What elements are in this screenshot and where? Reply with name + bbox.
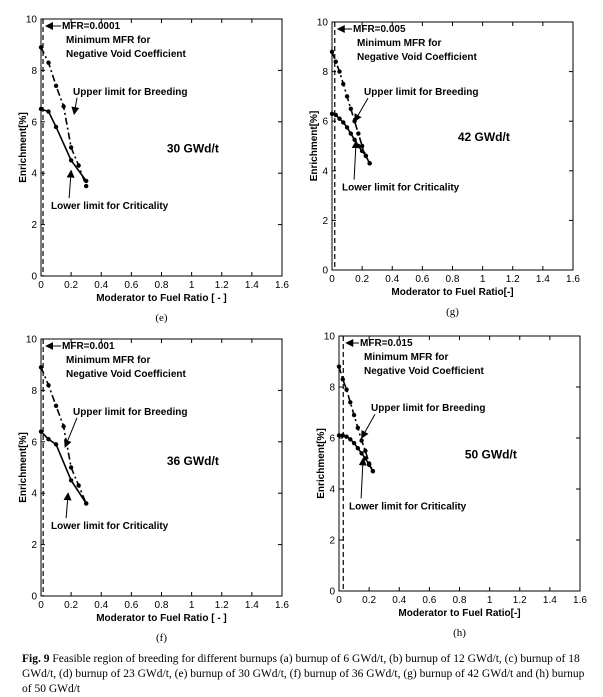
mfr-note-line1: Minimum MFR for bbox=[357, 38, 442, 49]
panel-label: (g) bbox=[446, 306, 459, 318]
lower-limit-arrow bbox=[66, 493, 68, 518]
upper-limit-arrow bbox=[74, 98, 77, 114]
y-axis-label: Enrichment[%] bbox=[316, 428, 327, 499]
mfr-note-line2: Negative Void Coefficient bbox=[357, 52, 477, 63]
y-tick-label: 0 bbox=[322, 265, 328, 277]
x-tick-label: 0.8 bbox=[154, 600, 169, 611]
chart-panel bbox=[18, 15, 289, 325]
upper-breeding-point bbox=[356, 131, 360, 135]
upper-breeding-point bbox=[337, 69, 341, 73]
x-tick-label: 0.6 bbox=[422, 595, 437, 606]
lower-limit-label: Lower limit for Criticality bbox=[51, 521, 169, 533]
caption-label: Fig. 9 bbox=[22, 653, 50, 665]
x-axis-label: Moderator to Fuel Ratio [ - ] bbox=[96, 613, 227, 624]
lower-criticality-point bbox=[356, 446, 360, 450]
x-tick-label: 1.4 bbox=[244, 600, 259, 611]
upper-breeding-point bbox=[39, 365, 43, 369]
x-tick-label: 1.2 bbox=[214, 280, 229, 291]
x-tick-label: 0 bbox=[336, 595, 342, 606]
y-tick-label: 6 bbox=[322, 116, 328, 128]
y-tick-label: 8 bbox=[31, 65, 37, 77]
y-tick-label: 6 bbox=[31, 117, 37, 129]
burnup-title: 30 GWd/t bbox=[166, 141, 219, 156]
x-tick-label: 0.6 bbox=[124, 280, 139, 291]
x-tick-label: 1.4 bbox=[244, 280, 259, 291]
y-tick-label: 8 bbox=[329, 382, 335, 394]
y-axis-label: Enrichment[%] bbox=[309, 110, 320, 182]
y-tick-label: 4 bbox=[31, 168, 37, 180]
lower-criticality-point bbox=[363, 456, 367, 460]
lower-criticality-point bbox=[360, 149, 364, 153]
upper-breeding-point bbox=[348, 400, 352, 404]
mfr-value-label: MFR=0.0001 bbox=[62, 21, 121, 32]
upper-breeding-point bbox=[76, 483, 80, 487]
x-tick-label: 1.6 bbox=[275, 600, 289, 611]
x-tick-label: 1 bbox=[188, 600, 195, 611]
upper-limit-arrow bbox=[65, 418, 77, 447]
x-tick-label: 0.8 bbox=[154, 280, 169, 291]
lower-criticality-point bbox=[39, 107, 43, 111]
x-axis-label: Moderator to Fuel Ratio[-] bbox=[398, 608, 521, 619]
x-tick-label: 0.4 bbox=[94, 600, 109, 611]
lower-criticality-point bbox=[330, 112, 334, 116]
lower-limit-label: Lower limit for Criticality bbox=[342, 182, 460, 194]
y-tick-label: 2 bbox=[322, 215, 328, 227]
lower-criticality-point bbox=[359, 451, 363, 455]
lower-criticality-point bbox=[345, 125, 349, 129]
lower-criticality-point bbox=[367, 161, 371, 165]
burnup-title: 42 GWd/t bbox=[457, 130, 510, 145]
upper-breeding-point bbox=[330, 50, 334, 54]
y-tick-label: 4 bbox=[31, 488, 37, 500]
x-tick-label: 1 bbox=[479, 274, 486, 285]
mfr-note-line1: Minimum MFR for bbox=[364, 352, 449, 363]
mfr-value-label: MFR=0.005 bbox=[353, 24, 406, 35]
x-tick-label: 0.2 bbox=[362, 595, 377, 606]
y-tick-label: 2 bbox=[31, 540, 37, 552]
y-tick-label: 6 bbox=[31, 437, 37, 449]
lower-criticality-point bbox=[334, 113, 338, 117]
figure-caption bbox=[22, 652, 594, 697]
lower-criticality-line bbox=[41, 432, 86, 504]
lower-limit-arrow bbox=[354, 141, 356, 180]
y-tick-label: 10 bbox=[323, 331, 335, 343]
lower-criticality-point bbox=[54, 125, 58, 129]
x-tick-label: 0.6 bbox=[124, 600, 139, 611]
lower-criticality-point bbox=[69, 478, 73, 482]
upper-limit-label: Upper limit for Breeding bbox=[73, 86, 188, 98]
upper-breeding-point bbox=[61, 104, 65, 108]
x-tick-label: 0.2 bbox=[64, 600, 79, 611]
upper-breeding-point bbox=[61, 424, 65, 428]
x-tick-label: 1 bbox=[188, 280, 195, 291]
caption-text: Feasible region of breeding for different burnups (a) burnup of 6 GWd/t, (b) burnup of 12 GWd/t, (c) burnup of 18 GWd/t, (d) burnup of 23 GWd/t, (e) burnup of 30 GWd/t, (f) burnup of 36 GWd/t, (g) burnup of 42 GWd/t and (h) burnup of 50 GWd/t bbox=[22, 653, 585, 695]
y-tick-label: 4 bbox=[322, 166, 328, 178]
upper-breeding-point bbox=[76, 163, 80, 167]
y-tick-label: 0 bbox=[329, 586, 335, 598]
upper-breeding-line bbox=[41, 367, 86, 503]
x-tick-label: 1 bbox=[486, 595, 493, 606]
x-tick-label: 0 bbox=[38, 280, 44, 291]
x-tick-label: 1.6 bbox=[573, 595, 587, 606]
x-tick-label: 0 bbox=[38, 600, 44, 611]
x-tick-label: 1.2 bbox=[512, 595, 527, 606]
y-tick-label: 8 bbox=[322, 67, 328, 79]
x-tick-label: 0.6 bbox=[415, 274, 430, 285]
upper-limit-label: Upper limit for Breeding bbox=[371, 403, 486, 415]
x-axis-label: Moderator to Fuel Ratio[-] bbox=[391, 287, 514, 298]
mfr-value-label: MFR=0.015 bbox=[360, 338, 413, 349]
burnup-title: 50 GWd/t bbox=[464, 447, 517, 462]
x-tick-label: 0.8 bbox=[452, 595, 467, 606]
x-axis-label: Moderator to Fuel Ratio [ - ] bbox=[96, 293, 227, 304]
lower-criticality-point bbox=[356, 144, 360, 148]
lower-criticality-point bbox=[337, 117, 341, 121]
lower-criticality-point bbox=[364, 154, 368, 158]
y-tick-label: 0 bbox=[31, 591, 37, 603]
upper-breeding-point bbox=[54, 84, 58, 88]
panel-label: (e) bbox=[155, 312, 168, 324]
upper-breeding-point bbox=[334, 59, 338, 63]
upper-breeding-point bbox=[46, 383, 50, 387]
y-tick-label: 10 bbox=[25, 334, 37, 346]
x-tick-label: 1.2 bbox=[214, 600, 229, 611]
chart-panel bbox=[316, 332, 587, 640]
lower-criticality-point bbox=[54, 442, 58, 446]
x-tick-label: 1.4 bbox=[535, 274, 550, 285]
panel-label: (f) bbox=[156, 632, 167, 644]
upper-breeding-point bbox=[352, 413, 356, 417]
x-tick-label: 1.4 bbox=[542, 595, 557, 606]
y-axis-label: Enrichment[%] bbox=[18, 432, 29, 503]
upper-breeding-point bbox=[69, 465, 73, 469]
x-tick-label: 0.4 bbox=[385, 274, 400, 285]
mfr-note-line1: Minimum MFR for bbox=[66, 355, 151, 366]
lower-criticality-point bbox=[84, 179, 88, 183]
x-tick-label: 0 bbox=[329, 274, 335, 285]
lower-criticality-point bbox=[341, 120, 345, 124]
upper-breeding-point bbox=[39, 45, 43, 49]
lower-limit-label: Lower limit for Criticality bbox=[51, 201, 169, 213]
mfr-note-line2: Negative Void Coefficient bbox=[66, 49, 186, 60]
y-tick-label: 6 bbox=[329, 433, 335, 445]
y-axis-label: Enrichment[%] bbox=[18, 112, 29, 183]
lower-criticality-point bbox=[46, 109, 50, 113]
lower-criticality-point bbox=[39, 429, 43, 433]
lower-criticality-point bbox=[84, 501, 88, 505]
upper-breeding-point bbox=[359, 438, 363, 442]
x-tick-label: 1.6 bbox=[566, 274, 580, 285]
y-tick-label: 4 bbox=[329, 484, 335, 496]
upper-breeding-point bbox=[84, 184, 88, 188]
lower-criticality-point bbox=[371, 469, 375, 473]
lower-criticality-point bbox=[349, 131, 353, 135]
upper-breeding-point bbox=[349, 107, 353, 111]
chart-panel bbox=[309, 18, 580, 319]
panel-label: (h) bbox=[453, 627, 466, 639]
lower-criticality-point bbox=[367, 463, 371, 467]
y-tick-label: 2 bbox=[329, 535, 335, 547]
burnup-title: 36 GWd/t bbox=[166, 453, 219, 468]
mfr-value-label: MFR=0.001 bbox=[62, 341, 115, 352]
y-tick-label: 10 bbox=[25, 14, 37, 26]
upper-breeding-point bbox=[341, 377, 345, 381]
lower-criticality-point bbox=[344, 435, 348, 439]
chart-panel bbox=[18, 335, 289, 645]
y-tick-label: 2 bbox=[31, 220, 37, 232]
lower-criticality-point bbox=[69, 158, 73, 162]
lower-limit-label: Lower limit for Criticality bbox=[349, 501, 467, 513]
upper-breeding-point bbox=[341, 82, 345, 86]
upper-breeding-point bbox=[344, 387, 348, 391]
x-tick-label: 0.4 bbox=[392, 595, 407, 606]
upper-breeding-point bbox=[360, 144, 364, 148]
lower-criticality-point bbox=[341, 433, 345, 437]
upper-breeding-point bbox=[337, 364, 341, 368]
upper-breeding-point bbox=[345, 94, 349, 98]
upper-limit-arrow bbox=[355, 98, 368, 121]
x-tick-label: 0.2 bbox=[355, 274, 370, 285]
lower-criticality-line bbox=[41, 109, 86, 181]
lower-criticality-point bbox=[352, 441, 356, 445]
x-tick-label: 0.2 bbox=[64, 280, 79, 291]
lower-criticality-point bbox=[348, 437, 352, 441]
upper-breeding-point bbox=[46, 60, 50, 64]
upper-breeding-point bbox=[363, 449, 367, 453]
y-tick-label: 10 bbox=[316, 17, 328, 29]
upper-breeding-point bbox=[69, 145, 73, 149]
lower-limit-arrow bbox=[361, 458, 363, 498]
lower-criticality-point bbox=[46, 437, 50, 441]
upper-breeding-line bbox=[339, 367, 373, 472]
upper-limit-arrow bbox=[362, 414, 375, 438]
upper-breeding-point bbox=[54, 404, 58, 408]
mfr-note-line1: Minimum MFR for bbox=[66, 35, 151, 46]
x-tick-label: 1.6 bbox=[275, 280, 289, 291]
lower-limit-arrow bbox=[69, 171, 71, 199]
x-tick-label: 0.8 bbox=[445, 274, 460, 285]
mfr-note-line2: Negative Void Coefficient bbox=[66, 369, 186, 380]
upper-limit-label: Upper limit for Breeding bbox=[364, 87, 479, 99]
y-tick-label: 8 bbox=[31, 385, 37, 397]
y-tick-label: 0 bbox=[31, 271, 37, 283]
upper-limit-label: Upper limit for Breeding bbox=[73, 406, 188, 418]
lower-criticality-point bbox=[337, 433, 341, 437]
upper-breeding-point bbox=[356, 426, 360, 430]
x-tick-label: 0.4 bbox=[94, 280, 109, 291]
x-tick-label: 1.2 bbox=[505, 274, 520, 285]
mfr-note-line2: Negative Void Coefficient bbox=[364, 366, 484, 377]
